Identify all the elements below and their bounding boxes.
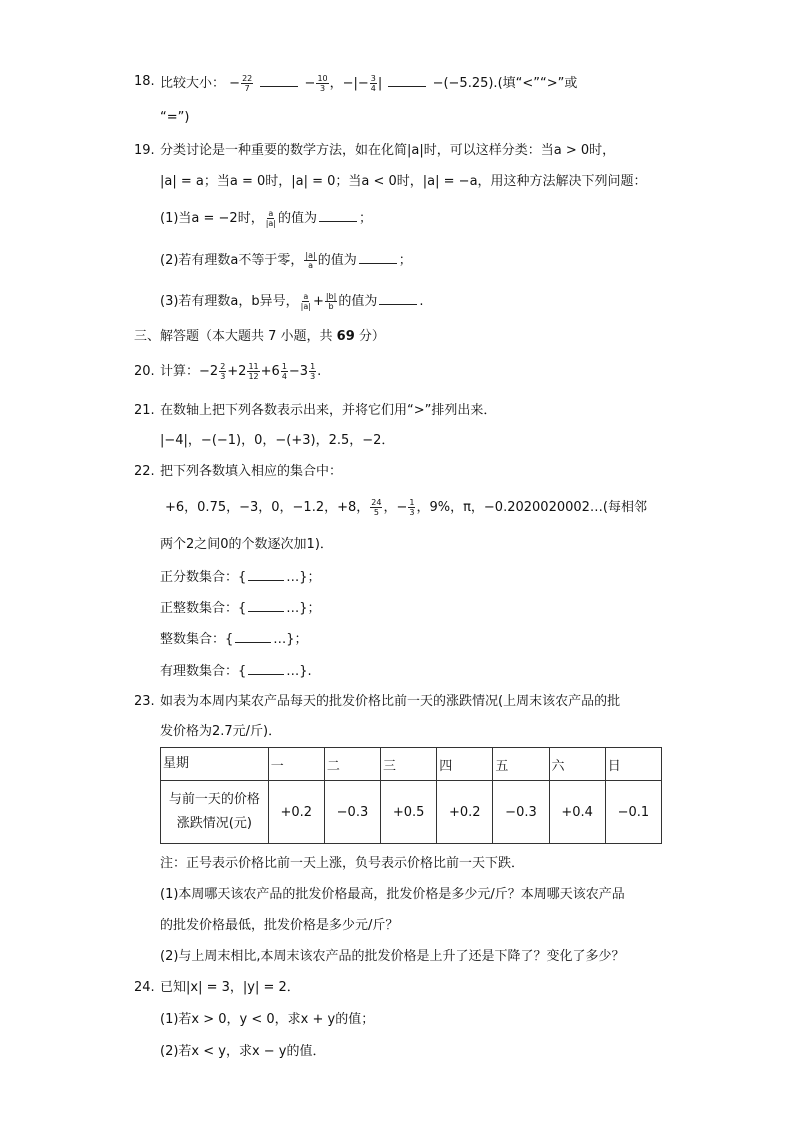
q19-number: 19. xyxy=(134,143,155,158)
table-header-cell: 二 xyxy=(324,748,380,781)
q23-part1-line1: (1)本周哪天该农产品的批发价格最高，批发价格是多少元/斤？本周哪天该农产品 xyxy=(160,887,625,902)
q22-f2-num: 1 xyxy=(409,498,415,507)
q20-t2-den: 12 xyxy=(248,372,259,381)
table-header-cell: 六 xyxy=(549,748,605,781)
q19-p1-answer-blank[interactable] xyxy=(319,207,357,222)
q22-set3-label: 整数集合：{ xyxy=(160,632,234,647)
table-header-cell: 星期 xyxy=(161,748,269,781)
q20-t2-fraction xyxy=(247,362,259,381)
q20-t1-num: 2 xyxy=(220,362,226,371)
q20-end: . xyxy=(317,364,322,379)
q19-p3-fraction-b xyxy=(325,292,337,311)
table-row-label xyxy=(161,781,269,844)
q22-nums-c: ，9%，π，−0.2020020002…(每相邻 xyxy=(416,500,647,515)
q18-line2: “=”) xyxy=(160,110,190,125)
table-header-cell: 日 xyxy=(605,748,661,781)
q22-set2-blank[interactable] xyxy=(248,597,284,612)
q18-b-den: 3 xyxy=(319,84,326,93)
table-row-label-line1: 与前一天的价格 xyxy=(168,792,260,807)
q20-t3-num: 1 xyxy=(281,362,287,371)
table-cell: −0.3 xyxy=(493,781,549,844)
q21-line1: 在数轴上把下列各数表示出来，并将它们用“>”排列出来． xyxy=(160,403,497,418)
q22-f1-den: 5 xyxy=(373,508,379,517)
q20-t3-den: 4 xyxy=(281,372,287,381)
q24-number: 24. xyxy=(134,980,155,995)
q19-p2-pre: (2)若有理数a不等于零， xyxy=(160,253,304,268)
q19-p3-fraction-a xyxy=(300,292,312,311)
q22-f2-den: 3 xyxy=(409,508,415,517)
q19-p3-b-num: |b| xyxy=(325,292,337,301)
table-row-label-line2: 涨跌情况(元) xyxy=(176,816,252,831)
q19-p3-b-den: b xyxy=(328,302,334,311)
q20-t1-fraction xyxy=(219,362,226,381)
table-header-cell: 四 xyxy=(437,748,493,781)
q22-set3-blank[interactable] xyxy=(235,628,271,643)
q22-nums-a: +6，0.75，−3，0，−1.2，+8， xyxy=(165,500,370,515)
q20-t3-fraction xyxy=(281,362,288,381)
q20-t4-num: 1 xyxy=(310,362,316,371)
q22-line1: 把下列各数填入相应的集合中： xyxy=(160,464,343,479)
q20-t4-fraction xyxy=(309,362,316,381)
q19-line2: |a| = a；当a = 0时，|a| = 0；当a < 0时，|a| = −a，用这种方法解决下列问题： xyxy=(160,174,647,189)
q19-part2 xyxy=(160,249,412,271)
table-cell: −0.3 xyxy=(324,781,380,844)
table-cell: −0.1 xyxy=(605,781,661,844)
q18-answer-blank-2[interactable] xyxy=(388,72,426,87)
q22-set-rationals xyxy=(160,660,312,682)
q19-p1-fraction xyxy=(265,209,277,228)
q18-lead: 比较大小： xyxy=(160,76,226,91)
q20-t2: +2 xyxy=(227,364,247,379)
q18-c-den: 4 xyxy=(370,84,376,93)
q22-set3-end: …}； xyxy=(273,632,308,647)
q19-p2-fraction xyxy=(304,251,316,270)
q19-p1-pre: (1)当a = −2时， xyxy=(160,211,264,226)
q19-p1-end: ； xyxy=(359,211,373,226)
q24-part2: (2)若x < y，求x − y的值． xyxy=(160,1044,326,1059)
table-cell: +0.4 xyxy=(549,781,605,844)
table-row xyxy=(161,781,662,844)
table-header-cell: 三 xyxy=(381,748,437,781)
q18-term-b-sign: − xyxy=(304,76,316,91)
q23-line1: 如表为本周内某农产品每天的批发价格比前一天的涨跌情况(上周末该农产品的批 xyxy=(160,694,621,709)
q19-p3-a-num: a xyxy=(303,292,309,301)
q19-p2-den: a xyxy=(308,261,313,270)
q20-t1: −2 xyxy=(199,364,219,379)
q22-line3: 两个2之间0的个数逐次加1)． xyxy=(160,537,333,552)
q23-part2: (2)与上周末相比,本周末该农产品的批发价格是上升了还是下降了？变化了多少？ xyxy=(160,949,625,964)
section-tail: 分） xyxy=(354,329,385,344)
q24-part1: (1)若x > 0，y < 0，求x + y的值； xyxy=(160,1012,375,1027)
q22-nums-b: ，− xyxy=(383,500,408,515)
q18-fraction-c xyxy=(370,74,377,93)
q18-term-c-pre: ，−|− xyxy=(329,76,369,91)
q18-term-a-sign: − xyxy=(229,76,241,91)
q20-t4: −3 xyxy=(288,364,309,379)
q18-line1 xyxy=(160,72,577,94)
q20-lead: 计算： xyxy=(160,364,200,379)
q19-p2-end: ； xyxy=(398,253,412,268)
q19-line1: 分类讨论是一种重要的数学方法，如在化简|a|时，可以这样分类：当a > 0时， xyxy=(160,143,616,158)
q22-number: 22. xyxy=(134,464,155,479)
section-heading xyxy=(134,327,385,347)
q18-answer-blank-1[interactable] xyxy=(260,72,298,87)
q22-numbers xyxy=(165,498,647,518)
q22-set-positive-fractions xyxy=(160,566,321,588)
q22-set2-label: 正整数集合：{ xyxy=(160,601,247,616)
q18-term-d: −(−5.25).(填“<”“>”或 xyxy=(432,76,578,91)
q22-set1-blank[interactable] xyxy=(248,566,284,581)
q22-set1-end: …}； xyxy=(286,570,321,585)
q22-f1-num: 24 xyxy=(371,498,382,507)
q19-p1-post: 的值为 xyxy=(278,211,318,226)
q22-fraction-24-5 xyxy=(370,498,382,517)
q18-a-den: 7 xyxy=(244,84,250,93)
q23-note: 注：正号表示价格比前一天上涨，负号表示价格比前一天下跌． xyxy=(160,856,525,871)
q19-p3-post: 的值为 xyxy=(338,294,378,309)
q19-p3-end: . xyxy=(419,294,424,309)
q19-p1-num: a xyxy=(268,209,274,218)
q23-line2: 发价格为2.7元/斤)． xyxy=(160,724,282,739)
q19-p3-answer-blank[interactable] xyxy=(379,290,417,305)
q23-part1-line2: 的批发价格最低，批发价格是多少元/斤？ xyxy=(160,918,399,933)
q18-fraction-a xyxy=(241,74,253,93)
q22-fraction-1-3 xyxy=(408,498,415,517)
q20-number: 20. xyxy=(134,364,155,379)
q22-set4-label: 有理数集合：{ xyxy=(160,664,247,679)
table-cell: +0.2 xyxy=(437,781,493,844)
q22-set1-label: 正分数集合：{ xyxy=(160,570,247,585)
q19-p3-pre: (3)若有理数a，b异号， xyxy=(160,294,299,309)
q20-t3: +6 xyxy=(260,364,280,379)
q22-set-positive-integers xyxy=(160,597,321,619)
q24-line1: 已知|x| = 3，|y| = 2． xyxy=(160,980,300,995)
q22-set-integers xyxy=(160,628,308,650)
q22-set2-end: …}； xyxy=(286,601,321,616)
q18-fraction-b xyxy=(316,74,328,93)
q22-set4-end: …}. xyxy=(286,664,312,679)
q19-p2-num: |a| xyxy=(305,251,316,260)
table-header-row xyxy=(161,748,662,781)
q19-p3-a-den: |a| xyxy=(300,302,311,311)
q18-number: 18. xyxy=(134,74,155,89)
q18-c-num: 3 xyxy=(370,74,376,83)
q19-p3-plus: + xyxy=(312,294,324,309)
table-header-cell: 一 xyxy=(268,748,324,781)
q22-set4-blank[interactable] xyxy=(248,660,284,675)
table-cell: +0.2 xyxy=(268,781,324,844)
q20-t1-den: 3 xyxy=(220,372,226,381)
section-head: 三、解答题（本大题共 7 小题，共 xyxy=(134,329,337,344)
q20-t2-num: 11 xyxy=(248,362,259,371)
q19-part3 xyxy=(160,290,423,312)
q18-a-num: 22 xyxy=(242,74,253,83)
q23-number: 23. xyxy=(134,694,155,709)
table-header-cell: 五 xyxy=(493,748,549,781)
q21-line2: |−4|，−(−1)，0，−(+3)，2.5，−2． xyxy=(160,433,395,448)
q18-term-c-post: | xyxy=(377,76,383,91)
section-score: 69 xyxy=(336,329,355,344)
q19-p2-post: 的值为 xyxy=(317,253,357,268)
q18-b-num: 10 xyxy=(317,74,328,83)
q20-expression xyxy=(160,362,321,382)
q20-t4-den: 3 xyxy=(310,372,316,381)
q19-p2-answer-blank[interactable] xyxy=(359,249,397,264)
table-cell: +0.5 xyxy=(381,781,437,844)
q19-part1 xyxy=(160,207,372,229)
price-change-table xyxy=(160,747,662,844)
q19-p1-den: |a| xyxy=(265,219,276,228)
q21-number: 21. xyxy=(134,403,155,418)
